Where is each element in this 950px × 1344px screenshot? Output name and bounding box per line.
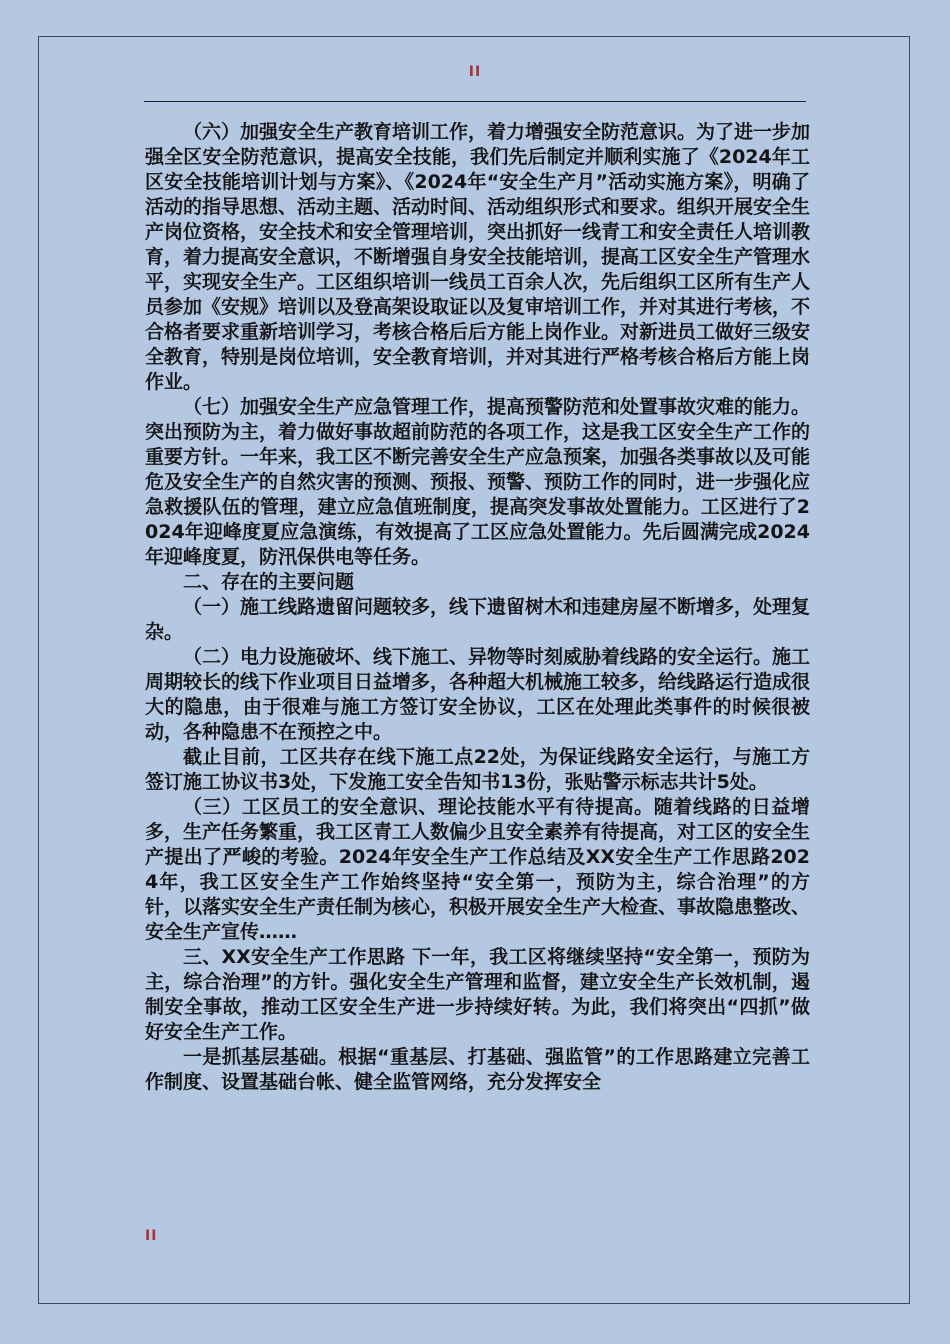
paragraph-problem-1: （一）施工线路遗留问题较多，线下遗留树木和违建房屋不断增多，处理复杂。 xyxy=(145,596,811,643)
footer-mark: II xyxy=(145,1228,158,1244)
header-divider xyxy=(144,101,806,102)
paragraph-grassroots: 一是抓基层基础。根据“重基层、打基础、强监管”的工作思路建立完善工作制度、设置基础台帐、健全监管网络，充分发挥安全 xyxy=(145,1046,810,1093)
paragraph-training: （六）加强安全生产教育培训工作，着力增强安全防范意识。为了进一步加强全区安全防范意识，提高安全技能，我们先后制定并顺利实施了《2024年工区安全技能培训计划与方案》、《2024年“安全生产月”活动实施方案》，明确了活动的指导思想、活动主题、活动时间、活动组织形式和要求。组织开展安全生产岗位资格，安全技术和安全管理培训，突出抓好一线青工和安全责任人培训教育，着力提高安全意识，不断增强自身安全技能培训，提高工区安全生产管理水平，实现安全生产。工区组织培训一线员工百余人次，先后组织工区所有生产人员参加《安规》培训以及登高架设取证以及复审培训工作，并对其进行考核，不合格者要求重新培训学习，考核合格后后方能上岗作业。对新进员工做好三级安全教育，特别是岗位培训，安全教育培训，并对其进行严格考核合格后方能上岗作业。 xyxy=(145,121,811,393)
document-body xyxy=(145,120,810,1095)
paragraph-problem-2: （二）电力设施破坏、线下施工、异物等时刻威胁着线路的安全运行。施工周期较长的线下作业项目日益增多，各种超大机械施工较多，给线路运行造成很大的隐患，由于很难与施工方签订安全协议，工区在处理此类事件的时候很被动，各种隐患不在预控之中。 xyxy=(145,646,811,743)
paragraph-work-plan: 三、XX安全生产工作思路 下一年，我工区将继续坚持“安全第一，预防为主，综合治理”的方针。强化安全生产管理和监督，建立安全生产长效机制，遏制安全事故，推动工区安全生产进一步持续好转。为此，我们将突出“四抓”做好安全生产工作。 xyxy=(145,946,810,1043)
header-mark: II xyxy=(468,64,482,80)
paragraph-construction-stats: 截止目前，工区共存在线下施工点22处，为保证线路安全运行，与施工方签订施工协议书3处，下发施工安全告知书13份，张贴警示标志共计5处。 xyxy=(145,746,810,793)
section-heading-problems: 二、存在的主要问题 xyxy=(183,571,355,593)
paragraph-problem-3: （三）工区员工的安全意识、理论技能水平有待提高。随着线路的日益增多，生产任务繁重，我工区青工人数偏少且安全素养有待提高，对工区的安全生产提出了严峻的考验。2024年安全生产工作总结及XX安全生产工作思路2024年，我工区安全生产工作始终坚持“安全第一，预防为主，综合治理”的方针，以落实安全生产责任制为核心，积极开展安全生产大检查、事故隐患整改、安全生产宣传…… xyxy=(145,796,811,943)
paragraph-emergency: （七）加强安全生产应急管理工作，提高预警防范和处置事故灾难的能力。突出预防为主，着力做好事故超前防范的各项工作，这是我工区安全生产工作的重要方针。一年来，我工区不断完善安全生产应急预案，加强各类事故以及可能危及安全生产的自然灾害的预测、预报、预警、预防工作的同时，进一步强化应急救援队伍的管理，建立应急值班制度，提高突发事故处置能力。工区进行了2024年迎峰度夏应急演练，有效提高了工区应急处置能力。先后圆满完成2024年迎峰度夏，防汛保供电等任务。 xyxy=(145,396,811,568)
